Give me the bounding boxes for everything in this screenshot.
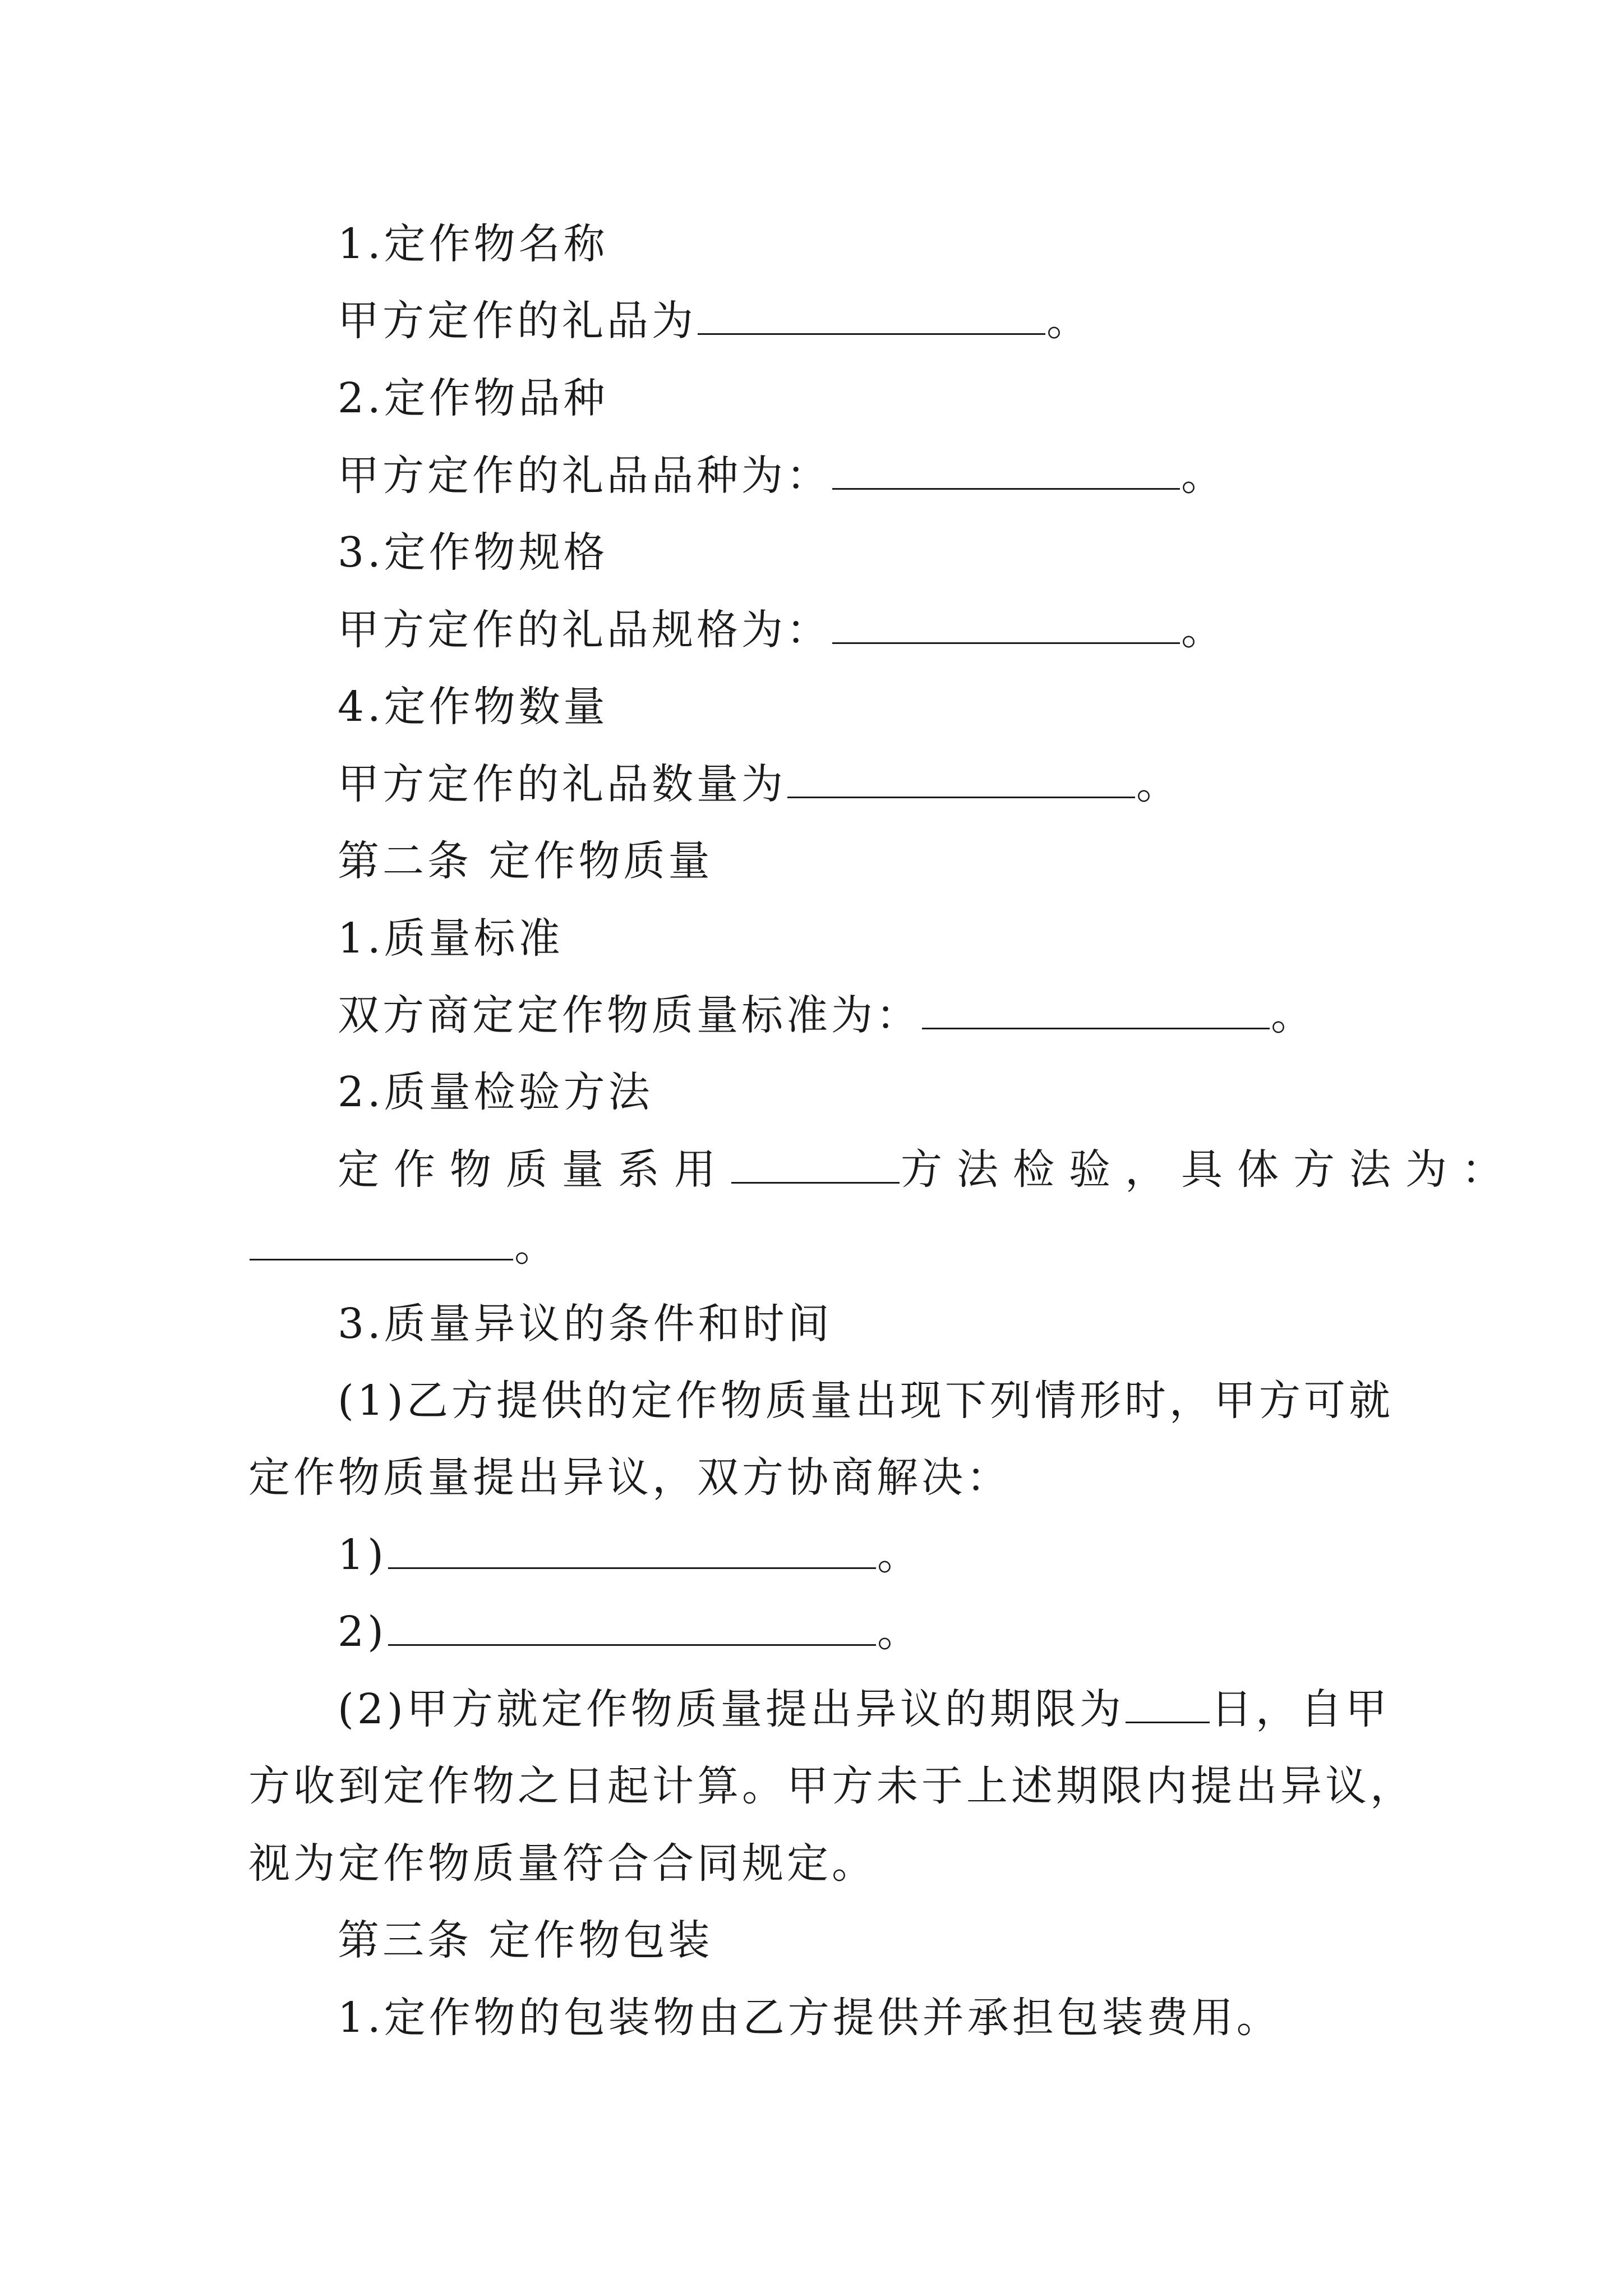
item-spec-heading: 3.定作物规格 <box>338 528 608 577</box>
inspection-method-field: 定作物质量系用 方法检验，具体方法为： <box>338 1145 1518 1194</box>
item-quantity-heading: 4.定作物数量 <box>338 683 608 731</box>
objection-paragraph-line: (1)乙方提供的定作物质量出现下列情形时，甲方可就 <box>338 1377 1394 1425</box>
quality-standard-heading: 1.质量标准 <box>338 914 564 963</box>
item-quantity-field: 甲方定作的礼品数量为 。 <box>338 760 1181 808</box>
objection-paragraph-line: 定作物质量提出异议，双方协商解决： <box>248 1453 1011 1502</box>
objection-period-line: 视为定作物质量符合合同规定。 <box>248 1839 877 1888</box>
item-variety-heading: 2.定作物品种 <box>338 374 608 422</box>
article-two-heading: 第二条 定作物质量 <box>338 837 713 885</box>
item-name-field: 甲方定作的礼品为 。 <box>338 297 1091 345</box>
objection-case-2-field: 2) 。 <box>338 1608 922 1656</box>
fill-in-blank[interactable] <box>832 451 1180 490</box>
fill-in-blank[interactable] <box>832 605 1180 644</box>
inspection-method-heading: 2.质量检验方法 <box>338 1068 653 1116</box>
item-name-heading: 1.定作物名称 <box>338 220 608 268</box>
fill-in-blank[interactable] <box>388 1607 876 1646</box>
fill-in-blank[interactable] <box>787 760 1135 798</box>
item-variety-field: 甲方定作的礼品品种为： 。 <box>338 452 1226 500</box>
quality-standard-field: 双方商定定作物质量标准为： 。 <box>338 991 1316 1039</box>
packaging-clause: 1.定作物的包装物由乙方提供并承担包装费用。 <box>338 1994 1281 2042</box>
objection-period-line: (2)甲方就定作物质量提出异议的期限为 日，自甲 <box>338 1685 1390 1733</box>
article-three-heading: 第三条 定作物包装 <box>338 1916 713 1964</box>
fill-in-blank[interactable] <box>922 991 1270 1029</box>
item-spec-field: 甲方定作的礼品规格为： 。 <box>338 606 1226 654</box>
objection-period-line: 方收到定作物之日起计算。甲方未于上述期限内提出异议， <box>248 1762 1415 1810</box>
inspection-method-detail-field: 。 <box>248 1207 559 1286</box>
fill-in-blank[interactable] <box>388 1530 876 1569</box>
fill-in-blank[interactable] <box>731 1145 900 1184</box>
fill-in-blank[interactable] <box>1126 1685 1210 1723</box>
objection-heading: 3.质量异议的条件和时间 <box>338 1300 833 1348</box>
fill-in-blank[interactable] <box>250 1222 513 1260</box>
fill-in-blank[interactable] <box>698 296 1045 335</box>
objection-case-1-field: 1) 。 <box>338 1531 922 1579</box>
